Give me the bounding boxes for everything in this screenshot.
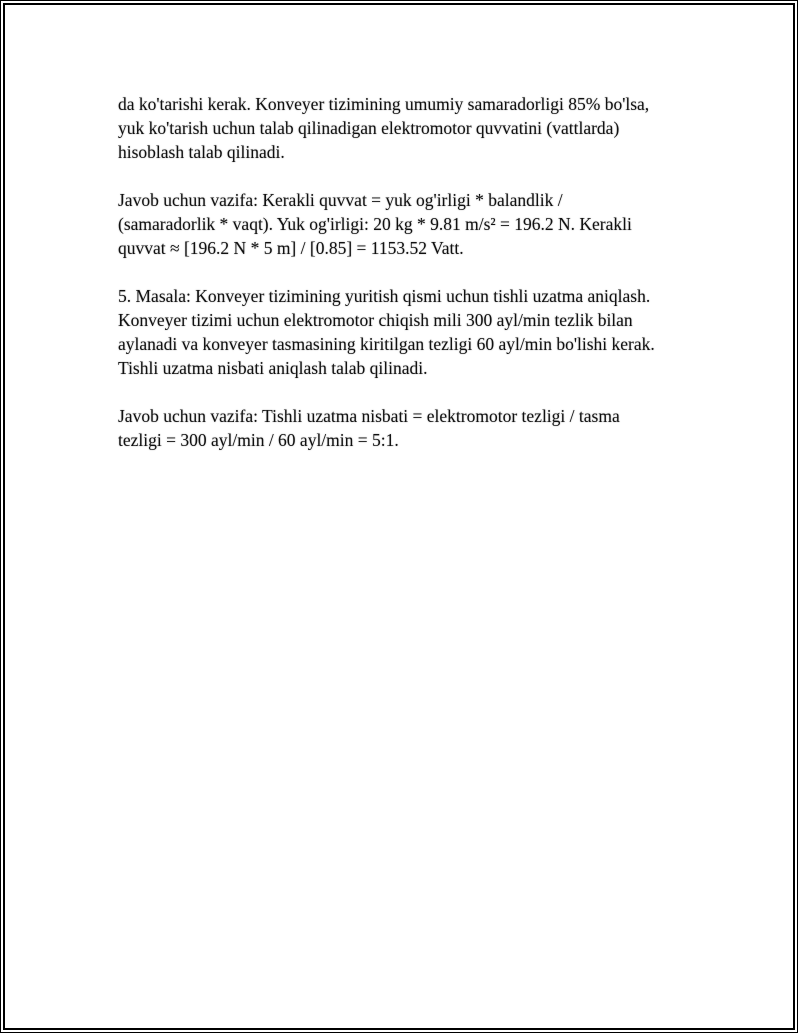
text-line: Konveyer tizimi uchun elektromotor chiqish mili 300 ayl/min tezlik bilan	[118, 310, 633, 330]
text-line: 5. Masala: Konveyer tizimining yuritish qismi uchun tishli uzatma aniqlash.	[118, 286, 651, 306]
document-body	[118, 92, 698, 476]
text-line: hisoblash talab qilinadi.	[118, 142, 285, 162]
paragraph-problem-5	[118, 284, 698, 380]
text-line: Javob uchun vazifa: Tishli uzatma nisbati = elektromotor tezligi / tasma	[118, 406, 620, 426]
text-line: aylanadi va konveyer tasmasining kiritilgan tezligi 60 ayl/min bo'lishi kerak.	[118, 334, 655, 354]
text-line: da ko'tarishi kerak. Konveyer tizimining umumiy samaradorligi 85% bo'lsa,	[118, 94, 650, 114]
paragraph-gear-answer	[118, 404, 698, 452]
text-line: yuk ko'tarish uchun talab qilinadigan elektromotor quvvatini (vattlarda)	[118, 118, 620, 138]
text-line: Javob uchun vazifa: Kerakli quvvat = yuk og'irligi * balandlik /	[118, 190, 563, 210]
text-line: (samaradorlik * vaqt). Yuk og'irligi: 20 kg * 9.81 m/s² = 196.2 N. Kerakli	[118, 214, 632, 234]
text-line: Tishli uzatma nisbati aniqlash talab qilinadi.	[118, 358, 428, 378]
paragraph-power-answer	[118, 188, 698, 260]
paragraph-power-requirement	[118, 92, 698, 164]
text-line: quvvat ≈ [196.2 N * 5 m] / [0.85] = 1153.52 Vatt.	[118, 238, 464, 258]
text-line: tezligi = 300 ayl/min / 60 ayl/min = 5:1.	[118, 430, 399, 450]
